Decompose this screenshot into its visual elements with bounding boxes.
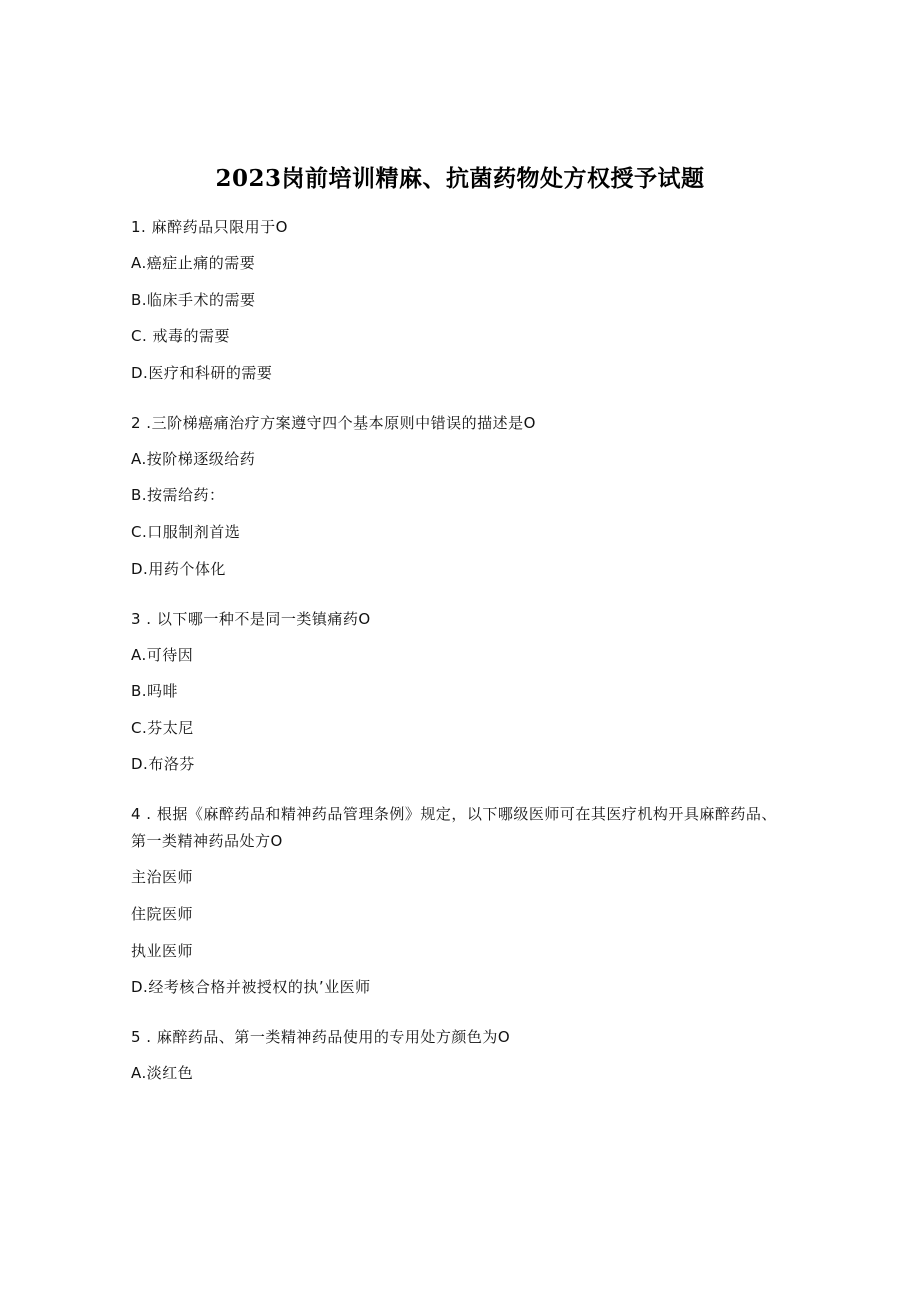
option-b: B.吗啡 — [131, 682, 179, 701]
question-list — [131, 214, 791, 1110]
document-title: 2023岗前培训精麻、抗菌药物处方权授予试题 — [215, 165, 705, 192]
question-1 — [131, 214, 791, 387]
question-stem: 5 . 麻醉药品、第一类精神药品使用的专用处方颜色为O — [131, 1028, 511, 1047]
option-d: D.布洛芬 — [131, 755, 195, 774]
option-c: C.口服制剂首选 — [131, 522, 241, 541]
option-a: A.按阶梯逐级给药 — [131, 449, 256, 468]
option-a: 主治医师 — [131, 868, 194, 887]
option-d: D.医疗和科研的需要 — [131, 363, 273, 382]
question-stem: 2 .三阶梯癌痛治疗方案遵守四个基本原则中错误的描述是O — [131, 413, 536, 432]
option-c: 执业医师 — [131, 941, 194, 960]
option-a: A.可待因 — [131, 645, 194, 664]
option-b: B.临床手术的需要 — [131, 290, 256, 309]
option-c: C. 戒毒的需要 — [131, 327, 231, 346]
option-d: D.用药个体化 — [131, 559, 226, 578]
option-a: A.淡红色 — [131, 1064, 194, 1083]
question-2 — [131, 410, 791, 583]
option-b: B.按需给药： — [131, 486, 225, 505]
question-3 — [131, 606, 791, 779]
question-stem: 3 . 以下哪一种不是同一类镇痛药O — [131, 609, 371, 628]
option-b: 住院医师 — [131, 904, 194, 923]
option-a: A.癌症止痛的需要 — [131, 254, 256, 272]
option-d: D.经考核合格并被授权的执’业医师 — [131, 978, 371, 997]
option-c: C.芬太尼 — [131, 718, 194, 737]
question-4 — [131, 801, 791, 1001]
question-stem: 1. 麻醉药品只限用于O — [131, 218, 288, 236]
question-5 — [131, 1024, 791, 1087]
question-stem: 4 . 根据《麻醉药品和精神药品管理条例》规定，以下哪级医师可在其医疗机构开具麻醉药品、第一类精神药品处方O — [131, 805, 777, 851]
